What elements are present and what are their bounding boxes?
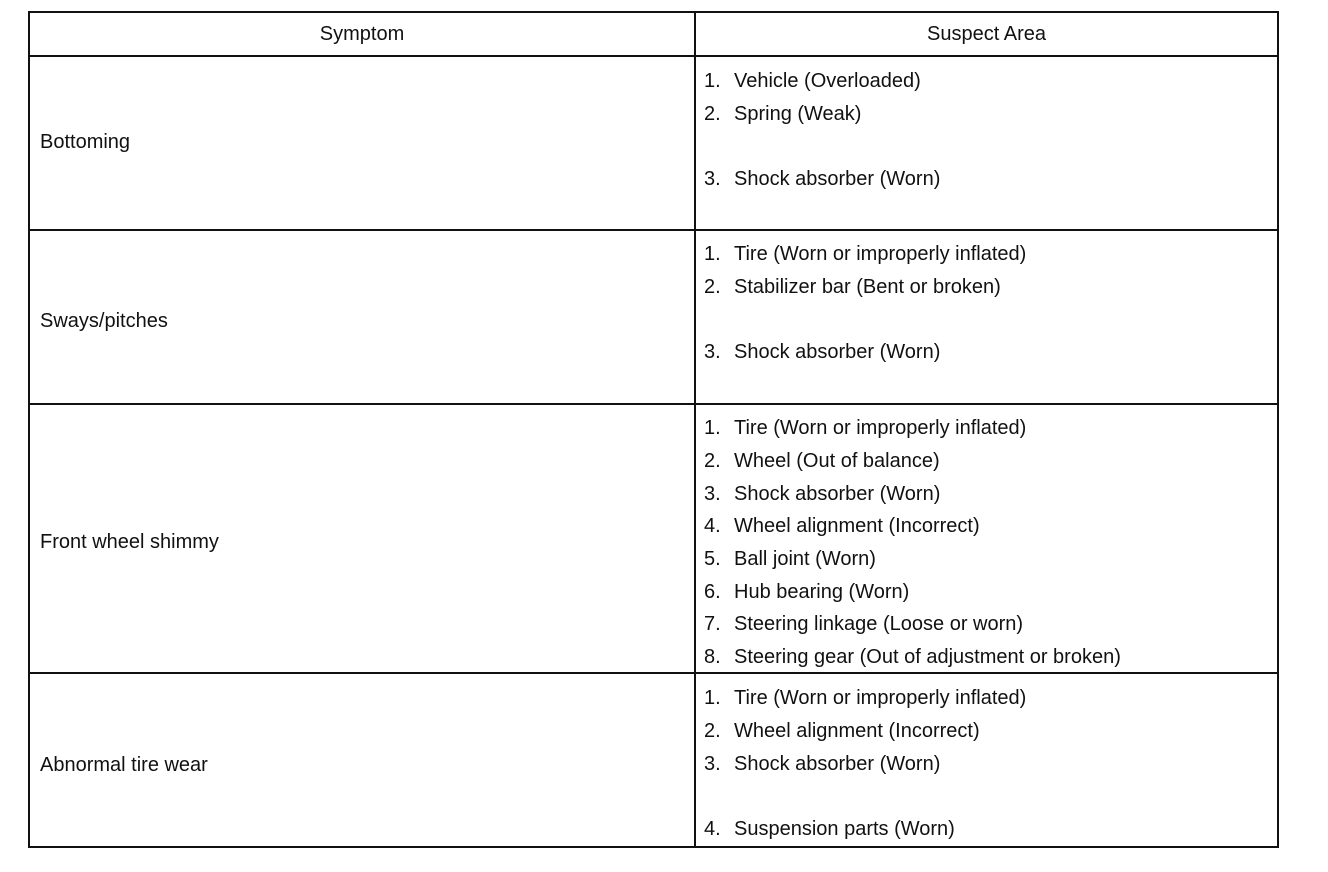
item-text: Shock absorber (Worn) (734, 753, 941, 775)
item-number: 3. (704, 168, 721, 190)
table-header (30, 13, 1277, 57)
item-text: Shock absorber (Worn) (734, 483, 941, 505)
item-text: Spring (Weak) (734, 103, 862, 125)
item-text: Steering gear (Out of adjustment or broken) (734, 646, 1121, 668)
item-text: Suspension parts (Worn) (734, 818, 955, 840)
item-text: Shock absorber (Worn) (734, 341, 941, 363)
item-number: 2. (704, 103, 721, 125)
suspect-item (704, 341, 940, 364)
item-number: 3. (704, 483, 721, 505)
suspect-item (704, 450, 940, 473)
symptom-cell: Front wheel shimmy (40, 531, 219, 553)
item-text: Stabilizer bar (Bent or broken) (734, 276, 1001, 298)
item-text: Tire (Worn or improperly inflated) (734, 417, 1027, 439)
suspect-item (704, 417, 1026, 440)
suspect-item (704, 483, 940, 506)
suspect-item (704, 276, 1001, 299)
item-number: 3. (704, 341, 721, 363)
item-text: Ball joint (Worn) (734, 548, 876, 570)
suspect-item (704, 70, 921, 93)
suspect-item (704, 818, 955, 841)
item-number: 6. (704, 581, 721, 603)
symptom-cell: Sways/pitches (40, 310, 168, 332)
item-text: Hub bearing (Worn) (734, 581, 910, 603)
item-number: 1. (704, 687, 721, 709)
item-text: Vehicle (Overloaded) (734, 70, 921, 92)
item-text: Wheel alignment (Incorrect) (734, 515, 980, 537)
item-number: 3. (704, 753, 721, 775)
header-symptom: Symptom (319, 23, 405, 45)
suspect-item (704, 168, 940, 191)
item-text: Tire (Worn or improperly inflated) (734, 243, 1027, 265)
suspect-item (704, 581, 909, 604)
suspect-item (704, 753, 940, 776)
item-number: 7. (704, 613, 721, 635)
item-number: 2. (704, 276, 721, 298)
column-divider (694, 13, 696, 846)
item-number: 2. (704, 450, 721, 472)
table-row (30, 674, 1277, 848)
item-number: 1. (704, 243, 721, 265)
suspect-item (704, 103, 861, 126)
item-text: Shock absorber (Worn) (734, 168, 941, 190)
symptom-table (28, 11, 1279, 848)
suspect-item (704, 243, 1026, 266)
item-number: 8. (704, 646, 721, 668)
suspect-item (704, 720, 980, 743)
item-number: 2. (704, 720, 721, 742)
suspect-item (704, 613, 1023, 636)
table-row (30, 405, 1277, 674)
item-number: 1. (704, 70, 721, 92)
item-text: Tire (Worn or improperly inflated) (734, 687, 1027, 709)
header-suspect-area: Suspect Area (927, 23, 1046, 45)
symptom-cell: Abnormal tire wear (40, 754, 208, 776)
item-text: Steering linkage (Loose or worn) (734, 613, 1024, 635)
item-number: 1. (704, 417, 721, 439)
suspect-item (704, 646, 1121, 669)
item-number: 4. (704, 515, 721, 537)
item-text: Wheel alignment (Incorrect) (734, 720, 980, 742)
suspect-item (704, 515, 980, 538)
item-number: 5. (704, 548, 721, 570)
table-row (30, 57, 1277, 231)
table-row (30, 231, 1277, 405)
symptom-cell: Bottoming (40, 131, 131, 153)
item-number: 4. (704, 818, 721, 840)
item-text: Wheel (Out of balance) (734, 450, 940, 472)
suspect-item (704, 548, 876, 571)
suspect-item (704, 687, 1026, 710)
